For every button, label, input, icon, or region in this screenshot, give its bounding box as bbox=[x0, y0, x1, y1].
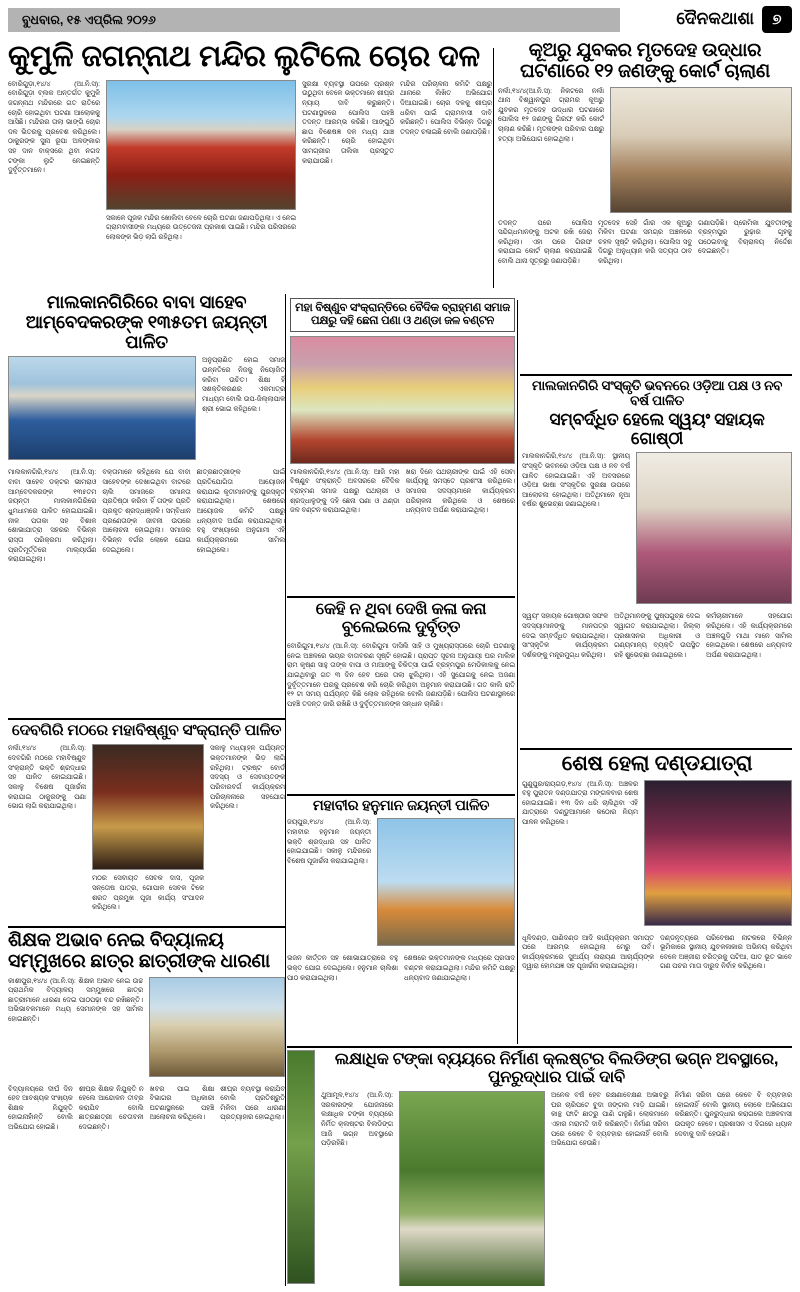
body-text: ମୃତଦେହ ସେହି ଗାଁର ଏକ କୂଅରୁ ମିଳିବା ଘଟଣା ସମଗ୍ର ଅଞ୍ଚଳରେ ଚହଳ ସୃଷ୍ଟି କରିଥିଲା। ପୋଲିସ ସବୁ ଦିଗରୁ ଅନୁଧ୍ୟାନ କରି ସତ୍ୟତା ଠାବ କରିଥିଲା। bbox=[598, 219, 692, 266]
body-text: ଦଣ୍ଡନୃତ୍ୟରେ ପରିବେଷଣ ନାଟକରେ ବିଭିନ୍ନ ଭୂମିକାରେ ସ୍ଥାନୀୟ ଯୁବକଳାକାର ଅଭିନୟ କରିଥିବା ବେଳେ ଅଞ୍ଜୀରା ଚରିତ୍ରକୁ ପଟିଆ, ପାତ ଭୂତ ଭାବେ ଗଣ ପଚର ମାତା ଦାରୁଦ ନିର୍ବାହ କରିଥିଲେ। bbox=[660, 934, 792, 971]
article-school-dharana bbox=[8, 930, 285, 1284]
body-text: ବୋରିଗୁଡ଼ା,୧୪/୪ (ଆ.ନି.ସ): ବୋରିଗୁଡ଼ା ବ୍ଲକ ଅନ୍ତର୍ଗତ କୁମୁଳି ଜଗନ୍ନାଥ ମନ୍ଦିରରେ ଗତ ରାତିରେ ଚୋରି ହୋଇଥିବା ଘଟଣା ଆଲୋକକୁ ଆସିଛି। ମନ୍ଦିରର ତାଲା ଭାଙ୍ଗି ଚୋର ଦଳ ଭିତରକୁ ପ୍ରବେଶ କରିଥିଲେ। ଠାକୁରଙ୍କ ସୁନା ରୂପା ଅଳଙ୍କାର ସହ ଦାନ ବାକ୍ସରେ ଥିବା ନଗଦ ଟଙ୍କା ଲୁଟି ନେଇଛନ୍ତି ଦୁର୍ବୃତ୍ତମାନେ। bbox=[8, 80, 100, 175]
article-court-chalan-headline[interactable]: କୂଅରୁ ଯୁବକର ମୃତଦେହ ଉଦ୍ଧାର ଘଟଣାରେ ୧୨ ଜଣଙ୍କୁ କୋର୍ଟ ଚାଲାଣ bbox=[520, 40, 770, 83]
article-sanskruti-bhavan-headline-2[interactable]: ସମ୍ବର୍ଦ୍ଧିତ ହେଲେ ସ୍ୱୟଂ ସହାୟକ ଗୋଷ୍ଠୀ bbox=[549, 410, 765, 449]
body-text: ନର୍ଲା,୧୪/୪(ଆ.ନି.ସ): ନିକଟରେ ନର୍ଲା ଥାନା ବିଶ୍ୱାନପୁର ଗ୍ରାମର କୂଅରୁ ଯୁବକର ମୃତଦେହ ଉଦ୍ଧାର ଘଟଣାରେ ପୋଲିସ ୧୨ ଜଣଙ୍କୁ ଗିରଫ କରି କୋର୍ଟ ଚାଲାଣ କରିଛି। ମୃତକଙ୍କ ପରିବାର ପକ୍ଷରୁ ହତ୍ୟା ଅଭିଯୋଗ ହୋଇଥିଲା। bbox=[498, 87, 604, 143]
body-text: ଅନୁପ୍ରାଣିତ ହୋଇ ସମାଜ ଉନ୍ନତିରେ ନିଜକୁ ନିୟୋଜିତ କରିବା ଉଚିତ। ଶିକ୍ଷା ହିଁ ସଶକ୍ତିକରଣର ଏକମାତ୍ର ମାଧ୍ୟମ ବୋଲି ଉପ-ଜିଲ୍ଲାପାଳ ଶ୍ରୀ ଭୋଇ କହିଥିଲେ। bbox=[202, 357, 285, 413]
article-court-chalan bbox=[498, 40, 792, 374]
court-group-photo[interactable] bbox=[610, 87, 792, 213]
body-text: ମଠର ସେବାୟତ ସେବକ ଦାସ, ପୂଜକ ସନ୍ତୋଷ ପାତ୍ର, ଗୋପାଳ ସେବକ ଟିକେ ଶରତ ପ୍ରମୁଖ ପୂଜା କାର୍ଯ୍ୟ ସଂପାଦନ କରିଥିଲେ। bbox=[92, 875, 204, 912]
body-text: ଥୁଆମୂଳ,୧୪/୪ (ଆ.ନି.ସ): ସରକାରଙ୍କ ଯୋଜନାରେ ଲକ୍ଷାଧିକ ଟଙ୍କା ବ୍ୟୟରେ ନିର୍ମିତ କ୍ଲଷ୍ଟର ବିଲଡିଙ୍ଗ ଆଜି ଭଗ୍ନ ଅବସ୍ଥାରେ ପଡ଼ିରହିଛି। bbox=[321, 1091, 393, 1148]
body-text: ସକାଳେ ପୂଜକ ମନ୍ଦିର ଖୋଲିବା ବେଳେ ଚୋରି ଘଟଣା ଜଣାପଡ଼ିଥିଲା। ଏ ନେଇ ଗ୍ରାମବାସୀଙ୍କ ମଧ୍ୟରେ ଉତ୍ତେଜନା ପ୍ରକାଶ ପାଇଛି। ମନ୍ଦିର ପରିସରରେ ଲୋକଙ୍କ ଭିଡ଼ ଲାଗି ରହିଥିଲା। bbox=[106, 214, 296, 241]
article-sanskruti-bhavan-headline-1[interactable]: ମାଲକାନଗିରି ସଂସ୍କୃତି ଭବନରେ ଓଡ଼ିଆ ପକ୍ଷ ଓ ନବ ବର୍ଷ ପାଳିତ bbox=[532, 378, 782, 409]
body-text: ଶେଷରେ ଭକ୍ତମାନଙ୍କ ମଧ୍ୟରେ ପ୍ରସାଦ ବଣ୍ଟନ କରାଯାଇଥିଲା। ମନ୍ଦିର କମିଟି ପକ୍ଷରୁ ଧନ୍ୟବାଦ ଜଣାଯାଇଥିଲା। bbox=[404, 955, 515, 982]
section-divider bbox=[8, 926, 285, 928]
body-text: ଗୁଣୁପୁର/ରାୟଗଡ଼,୧୪/୪ (ଆ.ନି.ସ): ଅଞ୍ଚଳର ବହୁ ପୁରାତନ ଦଣ୍ଡଯାତ୍ରା ମଙ୍ଗଳବାର ଶେଷ ହୋଇଯାଇଛି। ୧୩ ଦିନ ଧରି ଚାଲିଥିବା ଏହି ଯାତ୍ରାରେ ଦଣ୍ଡୁଆମାନେ କଠୋର ନିୟମ ପାଳନ କରିଥିଲେ। bbox=[522, 780, 638, 827]
article-pana-distribution-headline[interactable]: ମହା ବିଷ୍ଣୁବ ସଂକ୍ରାନ୍ତିରେ ବୈଦିକ ବ୍ରାହ୍ମଣ ସମାଜ ପକ୍ଷରୁ ଦହି ଛେନା ପଣା ଓ ଥଣ୍ଡା ଜଳ ବଣ୍ଟନ bbox=[290, 298, 515, 332]
body-text: ନର୍ଲା,୧୪/୪ (ଆ.ନି.ସ): ଦେବଗିରି ମଠରେ ମହାବିଷ୍ଣୁବ ସଂକ୍ରାନ୍ତି ଭକ୍ତି ଶ୍ରଦ୍ଧାର ସହ ପାଳିତ ହୋଇଯାଇଛି। ସକାଳୁ ବିଶେଷ ପୂଜାର୍ଚ୍ଚନା କରାଯାଇ ଠାକୁରଙ୍କୁ ପଣା ଭୋଗ ଲାଗି କରାଯାଇଥିଲା। bbox=[8, 745, 86, 811]
body-text: ମାଲକାନଗିରି,୧୪/୪ (ଆ.ନି.ସ): ସ୍ଥାନୀୟ ସଂସ୍କୃତି ଭବନରେ ଓଡ଼ିଆ ପକ୍ଷ ଓ ନବ ବର୍ଷ ପାଳିତ ହୋଇଯାଇଛି। ଏହି ଅବସରରେ ଓଡ଼ିଆ ଭାଷା ସଂସ୍କୃତିର ସୁରକ୍ଷା ଉପରେ ଆଲୋଚନା ହୋଇଥିଲା। ଅତିଥିମାନେ ନୂଆ ବର୍ଷର ଶୁଭେଚ୍ଛା ଜଣାଇଥିଲେ। bbox=[522, 453, 630, 509]
body-text: ସ୍ୱୟଂ ସହାୟକ ଗୋଷ୍ଠୀର ସଫଳ ସଦସ୍ୟାମାନଙ୍କୁ ମାନପତ୍ର ଦେଇ ସମ୍ବର୍ଦ୍ଧିତ କରାଯାଇଥିଲା। ସାଂସ୍କୃତିକ କାର୍ଯ୍ୟକ୍ରମ ଦର୍ଶକଙ୍କୁ ମନ୍ତ୍ରମୁଗ୍ଧ କରିଥିଲା। bbox=[522, 613, 608, 659]
body-text: ବିଦ୍ୟାଳୟରେ ଦୀର୍ଘ ଦିନ ହେବ ଆବଶ୍ୟକ ସଂଖ୍ୟକ ଶିକ୍ଷକ ନିଯୁକ୍ତି ହୋଇନାହାଁନ୍ତି ବୋଲି ଅଭିଯୋଗ ହୋଇଛି। bbox=[8, 1085, 73, 1132]
body-text: ଗଣାପଡ଼ିଛି। ପ୍ରେମିକା ଯୁବତୀଙ୍କୁ ବ୍ରହ୍ମପୁର ରୁଢ଼ାର ଗୃହକୁ ପଠେଇବାକୁ ବିଚାରାଳୟ ନିର୍ଦ୍ଦେଶ ଦେଇଛନ୍ତି। bbox=[698, 219, 792, 256]
article-devagiri-sankranti-headline[interactable]: ଦେବଗିରି ମଠରେ ମହାବିଷ୍ଣୁବ ସଂକ୍ରାନ୍ତି ପାଳିତ bbox=[11, 722, 282, 739]
felicitation-photo[interactable] bbox=[636, 452, 792, 604]
article-cluster-building bbox=[287, 1050, 792, 1286]
article-hanuman-jayanti-headline[interactable]: ମହାବୀର ହନୁମାନ ଜୟନ୍ତୀ ପାଳିତ bbox=[312, 798, 490, 814]
body-text: ମାଲକାନଗିରି,୧୪/୪ (ଆ.ନି.ସ): ବାବା ସାହେବ ଡକ୍ଟର ଭୀମରାଓ ଆମ୍ବେଦକରଙ୍କ ୧୩୫ତମ ଜୟନ୍ତୀ ମାଲକାନଗିରିରେ ଧୁମଧାମରେ ପାଳିତ ହୋଇଯାଇଛି। ନୀଳ ପତାକା ସହ ବିଶାଳ ଶୋଭାଯାତ୍ରା ସହରର ବିଭିନ୍ନ ରାସ୍ତା ପରିକ୍ରମା କରିଥିଲା। ପ୍ରତିମୂର୍ତ୍ତିରେ ମାଲ୍ୟାର୍ପଣ କରାଯାଇଥିଲା। bbox=[8, 469, 97, 564]
body-text: ଅତିଥିମାନଙ୍କୁ ପୁଷ୍ପଗୁଚ୍ଛ ଦେଇ ସ୍ୱାଗତ କରାଯାଇଥିଲା। ଜିଲ୍ଲା ପ୍ରଶାସନର ଅଧିକାରୀ ଓ ଗଣ୍ୟମାନ୍ୟ ବ୍ୟକ୍ତି ଉପସ୍ଥିତ ରହି ଶୁଭେଚ୍ଛା ଜଣାଇଥିଲେ। bbox=[614, 613, 700, 659]
body-text: ଛାତ୍ରଛାତ୍ରୀଙ୍କ ପାଇଁ ପ୍ରତିଯୋଗିତା ଆୟୋଜନ କରାଯାଇ କୃତୀମାନଙ୍କୁ ପୁରସ୍କୃତ କରାଯାଇଥିଲା। ଶେଷରେ ଆୟୋଜକ କମିଟି ପକ୍ଷରୁ ଧନ୍ୟବାଦ ଅର୍ପଣ କରାଯାଇଥିଲା। ବହୁ ସଂଖ୍ୟାରେ ଅନୁଗାମୀ ଏହି କାର୍ଯ୍ୟକ୍ରମରେ ସାମିଲ ହୋଇଥିଲେ। bbox=[196, 469, 285, 554]
ruined-building-photo[interactable] bbox=[399, 1091, 545, 1286]
body-text: ଶୀଘ୍ର ବ୍ୟବସ୍ଥା କରାଯିବ ବୋଲି ପ୍ରତିଶ୍ରୁତି ମିଳିବା ପରେ ଧାରଣା ପ୍ରତ୍ୟାହାର ହୋଇଥିଲା। bbox=[220, 1085, 285, 1122]
section-divider bbox=[287, 1046, 792, 1048]
body-text: କର୍ମଚାରୀମାନେ ସହଯୋଗ କରିଥିଲେ। ଏହି କାର୍ଯ୍ୟକ୍ରମରେ ଅଞ୍ଚଳଗୁଡ଼ି ମାଥା ମାନେ ସାମିଲ ହୋଇଥିଲେ। ଶେଷରେ ଧନ୍ୟବାଦ ଅର୍ପଣ କରାଯାଇଥିଲା। bbox=[706, 613, 792, 659]
body-text: ତଦନ୍ତ ପରେ ପୋଲିସ ସନ୍ଦିଗ୍ଧମାନଙ୍କୁ ଅଟକ ରଖି ଜେରା କରିଥିଲା। ଏହା ପରେ ଗିରଫ କରାଯାଇ କୋର୍ଟ ଚାଲାଣ କରାଯାଇଛି ବୋଲି ଥାନା ସୂତ୍ରରୁ ଜଣାପଡ଼ିଛି। bbox=[498, 219, 592, 266]
greenery-strip-photo[interactable] bbox=[287, 1050, 315, 1284]
page-number: ୭ bbox=[772, 11, 782, 28]
danda-yatra-photo[interactable] bbox=[644, 780, 792, 926]
page-number-badge bbox=[762, 6, 792, 33]
column-divider bbox=[493, 48, 494, 288]
body-text: ଖରା ଦିନେ ପଥଚାରୀଙ୍କ ପାଇଁ ଏହି ସେବା କାର୍ଯ୍ୟକୁ ସମସ୍ତେ ପ୍ରଶଂସା କରିଥିଲେ। ସମାଜର ସଦସ୍ୟମାନେ କାର୍ଯ୍ୟକ୍ରମ ପରିଚାଳନା କରିଥିଲେ ଓ ଶେଷରେ ଧନ୍ୟବାଦ ଅର୍ପଣ କରାଯାଇଥିଲା। bbox=[405, 468, 515, 515]
body-text: କାଶୀପୁର,୧୪/୪ (ଆ.ନି.ସ): ଶିକ୍ଷକ ଅଭାବ ନେଇ ଉଚ୍ଚ ପ୍ରାଥମିକ ବିଦ୍ୟାଳୟ ସମ୍ମୁଖରେ ଛାତ୍ର ଛାତ୍ରୀମାନେ ଧାରଣା ଦେଇ ପାଠପଢ଼ା ବନ୍ଦ ରଖିଛନ୍ତି। ଅଭିଭାବକମାନେ ମଧ୍ୟ ସେମାନଙ୍କ ସହ ସାମିଲ ହୋଇଛନ୍ତି। bbox=[8, 977, 143, 1024]
article-cluster-building-headline[interactable]: ଲକ୍ଷାଧିକ ଟଙ୍କା ବ୍ୟୟରେ ନିର୍ମାଣ କ୍ଲଷ୍ଟର ବିଲଡିଙ୍ଗ ଭଗ୍ନ ଅବସ୍ଥାରେ, ପୁନରୁଦ୍ଧାର ପାଇଁ ଦାବି bbox=[334, 1050, 779, 1087]
body-text: ନିର୍ମାଣ ସରିବା ପରେ କେବେ ବି ବ୍ୟବହାର ହୋଇନାହିଁ ବୋଲି ସ୍ଥାନୀୟ ଲୋକେ ଅଭିଯୋଗ କରିଛନ୍ତି। ପୁନରୁଦ୍ଧାର କରାଗଲେ ଅଞ୍ଚଳବାସୀ ଉପକୃତ ହେବେ। ପ୍ରଶାସନ ଏ ଦିଗରେ ଧ୍ୟାନ ଦେବାକୁ ଦାବି ହେଉଛି। bbox=[674, 1091, 792, 1138]
section-divider bbox=[520, 374, 792, 376]
body-text: ବକ୍ତାମାନେ କହିଥିଲେ ଯେ ବାବା ସାହେବଙ୍କ ଦେଖାଇଥିବା ବାଟରେ ଚାଲି ସମାଜରେ ସମାନତା ପ୍ରତିଷ୍ଠା କରିବା ହିଁ ତାଙ୍କ ପ୍ରତି ପ୍ରକୃତ ଶ୍ରଦ୍ଧାଞ୍ଜଳି। ସମ୍ବିଧାନ ପ୍ରଣେତାଙ୍କ ଜୀବନୀ ଉପରେ ଆଲୋଚନା ହୋଇଥିଲା। ସମାଜର ବିଭିନ୍ନ ବର୍ଗର ଲୋକେ ଯୋଗ ଦେଇଥିଲେ। bbox=[102, 469, 191, 554]
article-school-dharana-headline[interactable]: ଶିକ୍ଷକ ଅଭାବ ନେଇ ବିଦ୍ୟାଳୟ ସମ୍ମୁଖରେ ଛାତ୍ର ଛାତ୍ରୀଙ୍କ ଧାରଣା bbox=[8, 930, 270, 973]
article-danda-yatra bbox=[522, 752, 792, 1044]
section-divider bbox=[8, 718, 285, 720]
body-text: ମନ୍ଦିର ପରିଚାଳନା କମିଟି ପକ୍ଷରୁ ଥାନାରେ ଲିଖିତ ଅଭିଯୋଗ ଦିଆଯାଇଛି। ଚୋର ଦଳକୁ ଶୀଘ୍ର ଧରିବା ପାଇଁ ଗ୍ରାମବାସୀ ଦାବି କରିଛନ୍ତି। ପୋଲିସ ବିଭିନ୍ନ ଦିଗରୁ ତଦନ୍ତ ଚଳାଇଛି ବୋଲି ଜଣାପଡ଼ିଛି। bbox=[400, 80, 492, 136]
ambedkar-rally-photo[interactable] bbox=[8, 356, 196, 460]
article-temple-loot bbox=[8, 40, 492, 290]
body-text: ଖବର ପାଇ ଶିକ୍ଷା ବିଭାଗର ଅଧିକାରୀ ଘଟଣାସ୍ଥଳରେ ପହଞ୍ଚି ଆଲୋଚନା କରିଥିଲେ। bbox=[149, 1085, 215, 1122]
body-text: ମାଲକାନଗିରି,୧୪/୪ (ଆ.ନି.ସ): ଆଜି ମହା ବିଷ୍ଣୁବ ସଂକ୍ରାନ୍ତି ଅବସରରେ ବୈଦିକ ବ୍ରାହ୍ମଣ ସମାଜ ପକ୍ଷରୁ ପଥଚାରୀ ଓ ଶ୍ରଦ୍ଧାଳୁଙ୍କୁ ଦହି ଛେନା ପଣା ଓ ଥଣ୍ଡା ଜଳ ବଣ୍ଟନ କରାଯାଇଥିଲା। bbox=[290, 468, 400, 515]
article-pana-distribution bbox=[290, 298, 515, 598]
body-text: ସୁରକ୍ଷା ବ୍ୟବସ୍ଥା ଉପରେ ପ୍ରଶ୍ନ ଉଠୁଥିବା ବେଳେ ଭକ୍ତମାନେ ଶୀଘ୍ର ନ୍ୟାୟ ଦାବି କରୁଛନ୍ତି। ଘଟଣାସ୍ଥଳରେ ପୋଲିସ ପହଞ୍ଚି ତଦନ୍ତ ଆରମ୍ଭ କରିଛି। ଆଙ୍ଗୁଠି ଛାପ ବିଶେଷଜ୍ଞ ଦଳ ମଧ୍ୟ ଯାଞ୍ଚ କରିଛନ୍ତି। ଚୋରି ହୋଇଥିବା ସାମଗ୍ରୀର ତାଲିକା ପ୍ରସ୍ତୁତ କରାଯାଉଛି। bbox=[302, 80, 394, 165]
section-divider bbox=[287, 596, 515, 598]
body-text: ବୋରିଗୁମା,୧୪/୪ (ଆ.ନି.ସ): ବୋରିଗୁମା ଦାସିଲି ସାହି ଓ ମୁଖ୍ୟରାସ୍ତାରେ ଚୋରି ଘଟଣାକୁ ନେଇ ଅଞ୍ଚଳରେ ଭୟର ବାତାବରଣ ସୃଷ୍ଟି ହୋଇଛି। ପ୍ରାପ୍ତ ସୂଚନା ଅନୁଯାୟୀ ଘର ମାଲିକ ରାମ କୃଷ୍ଣ ସାହୁ ତାଙ୍କ ବାପା ଓ ମାଆଙ୍କୁ ଚିକିତ୍ସା ପାଇଁ ବ୍ରହ୍ମପୁର ମେଡିକାଲକୁ ନେଇ ଯାଇଥିବାରୁ ଗତ ୩ ଦିନ ହେବ ଘରେ ତାଲା ଝୁଲିଥିଲା। ଏହି ସୁଯୋଗକୁ ନେଇ ଅଜଣା ଦୁର୍ବୃତ୍ତମାନେ ଘରକୁ ପ୍ରବେଶ କରି ଚୋରି କରିଥିବା ଅନୁମାନ କରାଯାଉଛି। ଗତ କାଲି ରାତି ୧୨ ଟା ସମୟ ପର୍ଯ୍ୟନ୍ତ କିଛି ଲୋକ ରହିଥିଲେ ବୋଲି ଜଣାପଡ଼ିଛି। ପୋଲିସ ଘଟଣାସ୍ଥଳରେ ପହଞ୍ଚି ତଦନ୍ତ ଜାରି ରଖିଛି ଓ ଦୁର୍ବୃତ୍ତମାନଙ୍କ ସନ୍ଧାନ ଚାଲିଛି। bbox=[287, 642, 515, 708]
brahmin-samaj-photo[interactable] bbox=[290, 336, 515, 464]
school-building-photo[interactable] bbox=[149, 977, 285, 1077]
article-ambedkar-jayanti-headline[interactable]: ମାଲକାନଗିରିରେ ବାବା ସାହେବ ଆମ୍ବେଦକରଙ୍କ ୧୩୫ତମ ଜୟନ୍ତୀ ପାଳିତ bbox=[25, 292, 268, 353]
article-kala-kana bbox=[287, 600, 515, 792]
section-divider bbox=[520, 748, 792, 750]
article-temple-loot-headline[interactable]: କୁମୁଳି ଜଗନ୍ନାଥ ମନ୍ଦିର ଲୁଟିଲେ ଚୋର ଦଳ bbox=[8, 40, 480, 73]
article-ambedkar-jayanti bbox=[8, 292, 285, 716]
body-text: ସକାଳୁ ମଧ୍ୟାହ୍ନ ପର୍ଯ୍ୟନ୍ତ ଭକ୍ତମାନଙ୍କ ଭିଡ଼ ଲାଗି ରହିଥିଲା। ଟ୍ରଷ୍ଟ ବୋର୍ଡ ସଦସ୍ୟ ଓ ସେବାୟତଙ୍କ ପରିବାରବର୍ଗ କାର୍ଯ୍ୟକ୍ରମ ପରିଚାଳନାରେ ସହଯୋଗ କରିଥିଲେ। bbox=[210, 745, 285, 811]
temple-photo[interactable] bbox=[106, 80, 296, 210]
article-hanuman-jayanti bbox=[287, 798, 515, 1044]
deity-shrine-photo[interactable] bbox=[92, 744, 204, 870]
body-text: ଧୂଳିଦଣ୍ଡ, ପାଣିଦଣ୍ଡ ଆଦି କାର୍ଯ୍ୟକ୍ରମ ସମାପ୍ତ ପରେ ଆରମ୍ଭ ହୋଇଥିଲା ମେରୁ ପର୍ବ। କାର୍ଯ୍ୟକ୍ରମରେ ସୁଅର୍ଯ୍ୟ ନାରାୟଣ ଆଚାର୍ଯ୍ୟଙ୍କ ଦ୍ୱାରା ହୋମଯଜ୍ଞ ସହ ପୂଜାର୍ଚ୍ଚନା କରାଯାଇଥିଲା। bbox=[522, 934, 654, 971]
body-text: ଅନେକ ବର୍ଷ ହେବ ରକ୍ଷଣାବେକ୍ଷଣ ଅଭାବରୁ ଘର ଚାରିପଟେ ବୁଦା ଜଙ୍ଗଲ ମାଡ଼ି ଯାଇଛି। କାନ୍ଥ ଫାଟି ଛାତରୁ ପାଣି ଗଳୁଛି। ଲୋକମାନେ ଏହାର ମରାମତି ଦାବି କରିଛନ୍ତି। ନିର୍ମାଣ ସରିବା ପରେ କେବେ ବି ବ୍ୟବହାର ହୋଇନାହିଁ ବୋଲି ଅଭିଯୋଗ ହେଉଛି। bbox=[551, 1091, 669, 1148]
body-text: ଶୀଘ୍ର ଶିକ୍ଷକ ନିଯୁକ୍ତି ନ ହେଲେ ଆନ୍ଦୋଳନ ତୀବ୍ର କରାଯିବ ବୋଲି ଛାତ୍ରଛାତ୍ରୀ ଚେତାବନୀ ଦେଇଛନ୍ତି। bbox=[78, 1085, 144, 1132]
masthead-title: ଦୈନକଥାଶା bbox=[676, 9, 754, 28]
article-devagiri-sankranti bbox=[8, 722, 285, 922]
body-text: ଜୟପୁର,୧୪/୪ (ଆ.ନି.ସ): ମହାବୀର ହନୁମାନ ଜୟନ୍ତୀ ଭକ୍ତି ଶ୍ରଦ୍ଧାର ସହ ପାଳିତ ହୋଇଯାଇଛି। ସକାଳୁ ମନ୍ଦିରରେ ବିଶେଷ ପୂଜାର୍ଚ୍ଚନା କରାଯାଇଥିଲା। bbox=[287, 819, 371, 865]
body-text: ଭଜନ କୀର୍ତ୍ତନ ସହ ଶୋଭାଯାତ୍ରାରେ ବହୁ ଭକ୍ତ ଯୋଗ ଦେଇଥିଲେ। ହନୁମାନ ଚାଲିଶା ପାଠ କରାଯାଇଥିଲା। bbox=[287, 955, 398, 982]
page-header-bar bbox=[8, 8, 620, 32]
article-kala-kana-headline[interactable]: କେହି ନ ଥିବା ଦେଖି କଳା କନା ବୁଲେଇଲେ ଦୁର୍ବୃତ୍ତ bbox=[315, 600, 487, 637]
section-divider bbox=[287, 794, 515, 796]
hanuman-statue-photo[interactable] bbox=[377, 818, 515, 946]
date-label: ବୁଧବାର, ୧୫ ଏପ୍ରିଲ ୨୦୨୬ bbox=[22, 12, 156, 27]
column-divider bbox=[517, 300, 518, 1044]
column-divider bbox=[285, 294, 286, 1286]
article-sanskruti-bhavan bbox=[522, 378, 792, 746]
article-danda-yatra-headline[interactable]: ଶେଷ ହେଲା ଦଣ୍ଡଯାତ୍ରା bbox=[561, 752, 753, 775]
